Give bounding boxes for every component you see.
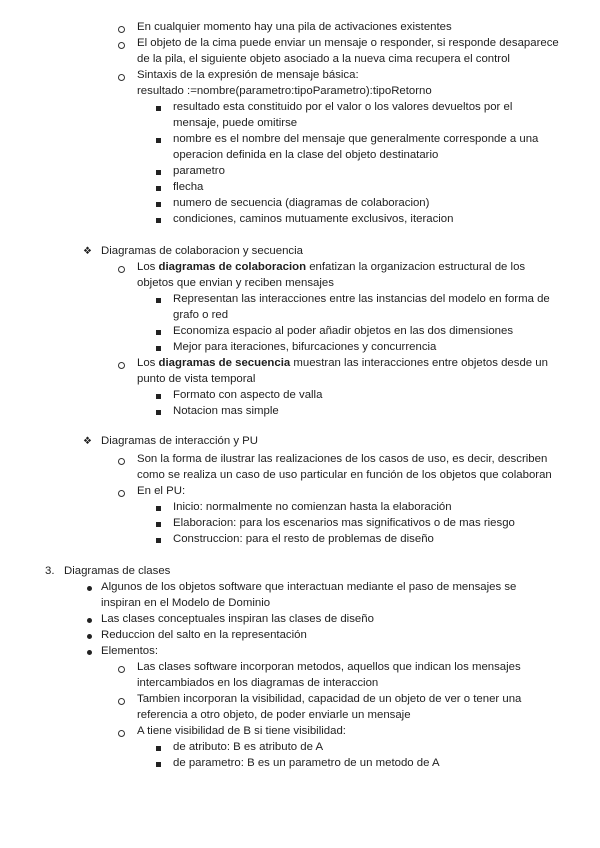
list-item: A tiene visibilidad de B si tiene visibilidad: — [137, 725, 346, 737]
list-item: El objeto de la cima puede enviar un mensaje o responder, si responde desaparece — [137, 37, 559, 49]
section-heading: Diagramas de colaboracion y secuencia — [101, 245, 303, 257]
list-item-cont: de la pila, el siguiente objeto asociado a la nueva cima recupera el control — [137, 53, 510, 65]
list-item-cont: inspiran en el Modelo de Dominio — [101, 597, 271, 609]
list-item-cont: como se realiza un caso de uso particular en función de los objetos que colaboran — [137, 469, 552, 481]
circle-bullet — [118, 42, 125, 49]
list-item-cont: referencia a otro objeto, de poder enviarle un mensaje — [137, 709, 411, 721]
square-bullet — [156, 506, 161, 511]
syntax-line: resultado :=nombre(parametro:tipoParametro):tipoRetorno — [137, 85, 432, 97]
list-item: Economiza espacio al poder añadir objetos en las dos dimensiones — [173, 325, 514, 337]
circle-bullet — [118, 74, 125, 81]
square-bullet — [156, 538, 161, 543]
circle-bullet — [118, 490, 125, 497]
list-item: resultado esta constituido por el valor o los valores devueltos por el — [173, 101, 513, 113]
list-item-cont: intercambiados en los diagramas de interaccion — [137, 677, 379, 689]
list-item: Sintaxis de la expresión de mensaje básica: — [137, 69, 359, 81]
list-item: Mejor para iteraciones, bifurcaciones y concurrencia — [173, 341, 437, 353]
disc-bullet — [87, 586, 92, 591]
square-bullet — [156, 346, 161, 351]
list-item-cont: operacion definida en la clase del objeto destinatario — [173, 149, 439, 161]
list-item: Elaboracion: para los escenarios mas significativos o de mas riesgo — [173, 517, 515, 529]
circle-bullet — [118, 362, 125, 369]
list-item: Los diagramas de colaboracion enfatizan la organizacion estructural de los — [137, 261, 526, 273]
list-item: de parametro: B es un parametro de un metodo de A — [173, 757, 440, 769]
square-bullet — [156, 330, 161, 335]
square-bullet — [156, 410, 161, 415]
list-item-cont: mensaje, puede omitirse — [173, 117, 298, 129]
circle-bullet — [118, 26, 125, 33]
section-number: 3. — [45, 565, 55, 577]
square-bullet — [156, 170, 161, 175]
square-bullet — [156, 218, 161, 223]
list-item: Tambien incorporan la visibilidad, capacidad de un objeto de ver o tener una — [137, 693, 522, 705]
list-item: nombre es el nombre del mensaje que generalmente corresponde a una — [173, 133, 539, 145]
square-bullet — [156, 746, 161, 751]
disc-bullet — [87, 650, 92, 655]
list-item: Inicio: normalmente no comienzan hasta la elaboración — [173, 501, 452, 513]
circle-bullet — [118, 266, 125, 273]
list-item: Las clases software incorporan metodos, aquellos que indican los mensajes — [137, 661, 521, 673]
list-item: Reduccion del salto en la representación — [101, 629, 307, 641]
list-item: Los diagramas de secuencia muestran las interacciones entre objetos desde un — [137, 357, 548, 369]
square-bullet — [156, 106, 161, 111]
list-item: de atributo: B es atributo de A — [173, 741, 324, 753]
list-item: condiciones, caminos mutuamente exclusivos, iteracion — [173, 213, 454, 225]
list-item: Son la forma de ilustrar las realizaciones de los casos de uso, es decir, describen — [137, 453, 548, 465]
square-bullet — [156, 202, 161, 207]
bold-term: diagramas de secuencia — [158, 357, 291, 369]
square-bullet — [156, 138, 161, 143]
list-item: En cualquier momento hay una pila de activaciones existentes — [137, 21, 452, 33]
bold-term: diagramas de colaboracion — [158, 261, 307, 273]
list-item-cont: objetos que envian y reciben mensajes — [137, 277, 334, 289]
list-item: Notacion mas simple — [173, 405, 279, 417]
square-bullet — [156, 522, 161, 527]
list-item-cont: punto de vista temporal — [137, 373, 256, 385]
square-bullet — [156, 762, 161, 767]
disc-bullet — [87, 634, 92, 639]
diamond-bullet: ❖ — [83, 436, 92, 447]
list-item: Algunos de los objetos software que interactuan mediante el paso de mensajes se — [101, 581, 517, 593]
list-item: Elementos: — [101, 645, 158, 657]
circle-bullet — [118, 458, 125, 465]
circle-bullet — [118, 666, 125, 673]
list-item: parametro — [173, 165, 225, 177]
list-item-cont: grafo o red — [173, 309, 229, 321]
list-item: En el PU: — [137, 485, 186, 497]
square-bullet — [156, 394, 161, 399]
list-item: Las clases conceptuales inspiran las clases de diseño — [101, 613, 374, 625]
list-item: Formato con aspecto de valla — [173, 389, 323, 401]
diamond-bullet: ❖ — [83, 246, 92, 257]
section-heading: Diagramas de interacción y PU — [101, 435, 259, 447]
list-item: Representan las interacciones entre las instancias del modelo en forma de — [173, 293, 550, 305]
list-item: flecha — [173, 181, 204, 193]
square-bullet — [156, 298, 161, 303]
list-item: Construccion: para el resto de problemas de diseño — [173, 533, 434, 545]
disc-bullet — [87, 618, 92, 623]
circle-bullet — [118, 698, 125, 705]
square-bullet — [156, 186, 161, 191]
section-heading: Diagramas de clases — [64, 565, 171, 577]
circle-bullet — [118, 730, 125, 737]
list-item: numero de secuencia (diagramas de colaboracion) — [173, 197, 430, 209]
